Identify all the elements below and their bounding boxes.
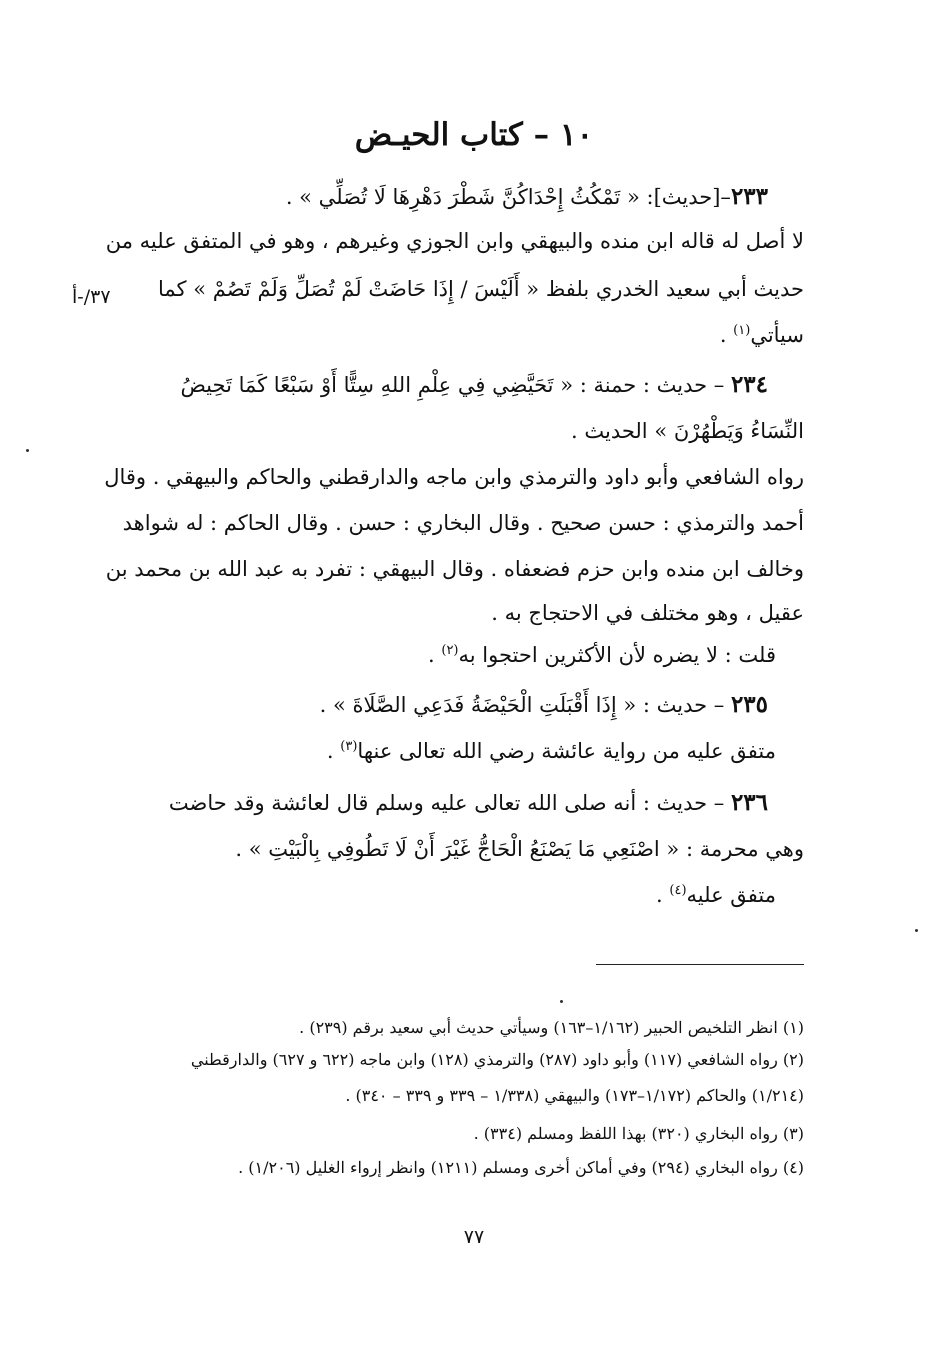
hadith-number: ٢٣٤ bbox=[730, 371, 768, 398]
sentence-end: . bbox=[656, 883, 670, 907]
sentence-end: . bbox=[428, 643, 442, 667]
margin-folio-note: ٣٧/-أ bbox=[72, 286, 111, 308]
hadith-text: متفق عليه من رواية عائشة رضي الله تعالى عنها bbox=[357, 739, 776, 763]
hadith-236-line-1 bbox=[169, 788, 768, 818]
hadith-number: ٢٣٣ bbox=[730, 183, 768, 210]
hadith-number: ٢٣٥ bbox=[730, 691, 768, 718]
footnote-3: (٣) رواه البخاري (٣٢٠) بهذا اللفظ ومسلم (٣٣٤) . bbox=[473, 1124, 804, 1143]
hadith-text: – حديث : « إِذَا أَقْبَلَتِ الْحَيْضَةُ فَدَعِي الصَّلَاةَ » . bbox=[319, 693, 731, 717]
hadith-text: سيأتي bbox=[750, 323, 804, 347]
footnote-2-line-2: (١/٢١٤) والحاكم (١/١٧٢–١٧٣) والبيهقي (١/٣٣٨ – ٣٣٩ و ٣٣٩ – ٣٤٠) . bbox=[345, 1086, 804, 1105]
footnote-divider bbox=[596, 964, 804, 965]
sentence-end: . bbox=[719, 323, 734, 347]
footnote-ref-4: (٤) bbox=[669, 883, 687, 898]
hadith-text: – حديث : حمنة : « تَحَيَّضِي فِي عِلْمِ اللهِ سِتًّا أَوْ سَبْعًا كَمَا تَحِيضُ bbox=[180, 373, 731, 397]
footnote-1: (١) انظر التلخيص الحبير (١/١٦٢–١٦٣) وسيأتي حديث أبي سعيد برقم (٢٣٩) . bbox=[299, 1018, 804, 1037]
hadith-234-line-2: النِّسَاءُ وَيَطْهُرْنَ » الحديث . bbox=[571, 419, 804, 443]
hadith-236-line-3 bbox=[656, 880, 776, 910]
hadith-235-line-2 bbox=[327, 736, 776, 766]
page-number: ٧٧ bbox=[463, 1226, 485, 1248]
chapter-title: ١٠ – كتاب الحيـض bbox=[354, 117, 594, 153]
hadith-234-line-7 bbox=[428, 640, 776, 670]
hadith-234-line-3: رواه الشافعي وأبو داود والترمذي وابن ماجه والدارقطني والحاكم والبيهقي . وقال bbox=[104, 465, 804, 489]
footnote-4: (٤) رواه البخاري (٢٩٤) وفي أماكن أخرى ومسلم (١٢١١) وانظر إرواء الغليل (١/٢٠٦) . bbox=[238, 1158, 804, 1177]
scan-speck bbox=[915, 929, 918, 932]
hadith-233-line-3: حديث أبي سعيد الخدري بلفظ « أَلَيْسَ / إِذَا حَاضَتْ لَمْ تُصَلِّ وَلَمْ تَصُمْ » كما bbox=[158, 277, 804, 301]
hadith-234-line-1 bbox=[180, 370, 768, 400]
hadith-number: ٢٣٦ bbox=[730, 789, 768, 816]
footnote-ref-2: (٢) bbox=[441, 643, 459, 658]
hadith-235-line-1 bbox=[320, 690, 768, 720]
hadith-236-line-2: وهي محرمة : « اصْنَعِي مَا يَصْنَعُ الْحَاجُّ غَيْرَ أَنْ لَا تَطُوفِي بِالْبَيْتِ » . bbox=[235, 837, 804, 861]
hadith-text: متفق عليه bbox=[686, 883, 776, 907]
footnote-ref-3: (٣) bbox=[340, 739, 358, 754]
hadith-text: قلت : لا يضره لأن الأكثرين احتجوا به bbox=[458, 643, 776, 667]
scan-speck bbox=[26, 449, 29, 452]
hadith-text: –[حديث]: « تَمْكُثُ إِحْدَاكُنَّ شَطْرَ دَهْرِهَا لَا تُصَلِّي » . bbox=[285, 185, 731, 209]
footnote-2-line-1: (٢) رواه الشافعي (١١٧) وأبو داود (٢٨٧) والترمذي (١٢٨) وابن ماجه (٦٢٢ و ٦٢٧) والدارقطني bbox=[190, 1050, 804, 1069]
hadith-text: – حديث : أنه صلى الله تعالى عليه وسلم قال لعائشة وقد حاضت bbox=[168, 791, 731, 815]
hadith-234-line-5: وخالف ابن منده وابن حزم فضعفاه . وقال البيهقي : تفرد به عبد الله بن محمد بن bbox=[105, 557, 804, 581]
hadith-233-line-4 bbox=[720, 320, 804, 350]
sentence-end: . bbox=[326, 739, 341, 763]
hadith-234-line-4: أحمد والترمذي : حسن صحيح . وقال البخاري : حسن . وقال الحاكم : له شواهد bbox=[122, 511, 804, 535]
scan-speck bbox=[560, 1000, 563, 1003]
hadith-233-line-2: لا أصل له قاله ابن منده والبيهقي وابن الجوزي وغيرهم ، وهو في المتفق عليه من bbox=[105, 229, 804, 253]
hadith-234-line-6: عقيل ، وهو مختلف في الاحتجاج به . bbox=[491, 601, 804, 625]
hadith-233-line-1 bbox=[286, 182, 768, 212]
footnote-ref-1: (١) bbox=[733, 323, 751, 338]
